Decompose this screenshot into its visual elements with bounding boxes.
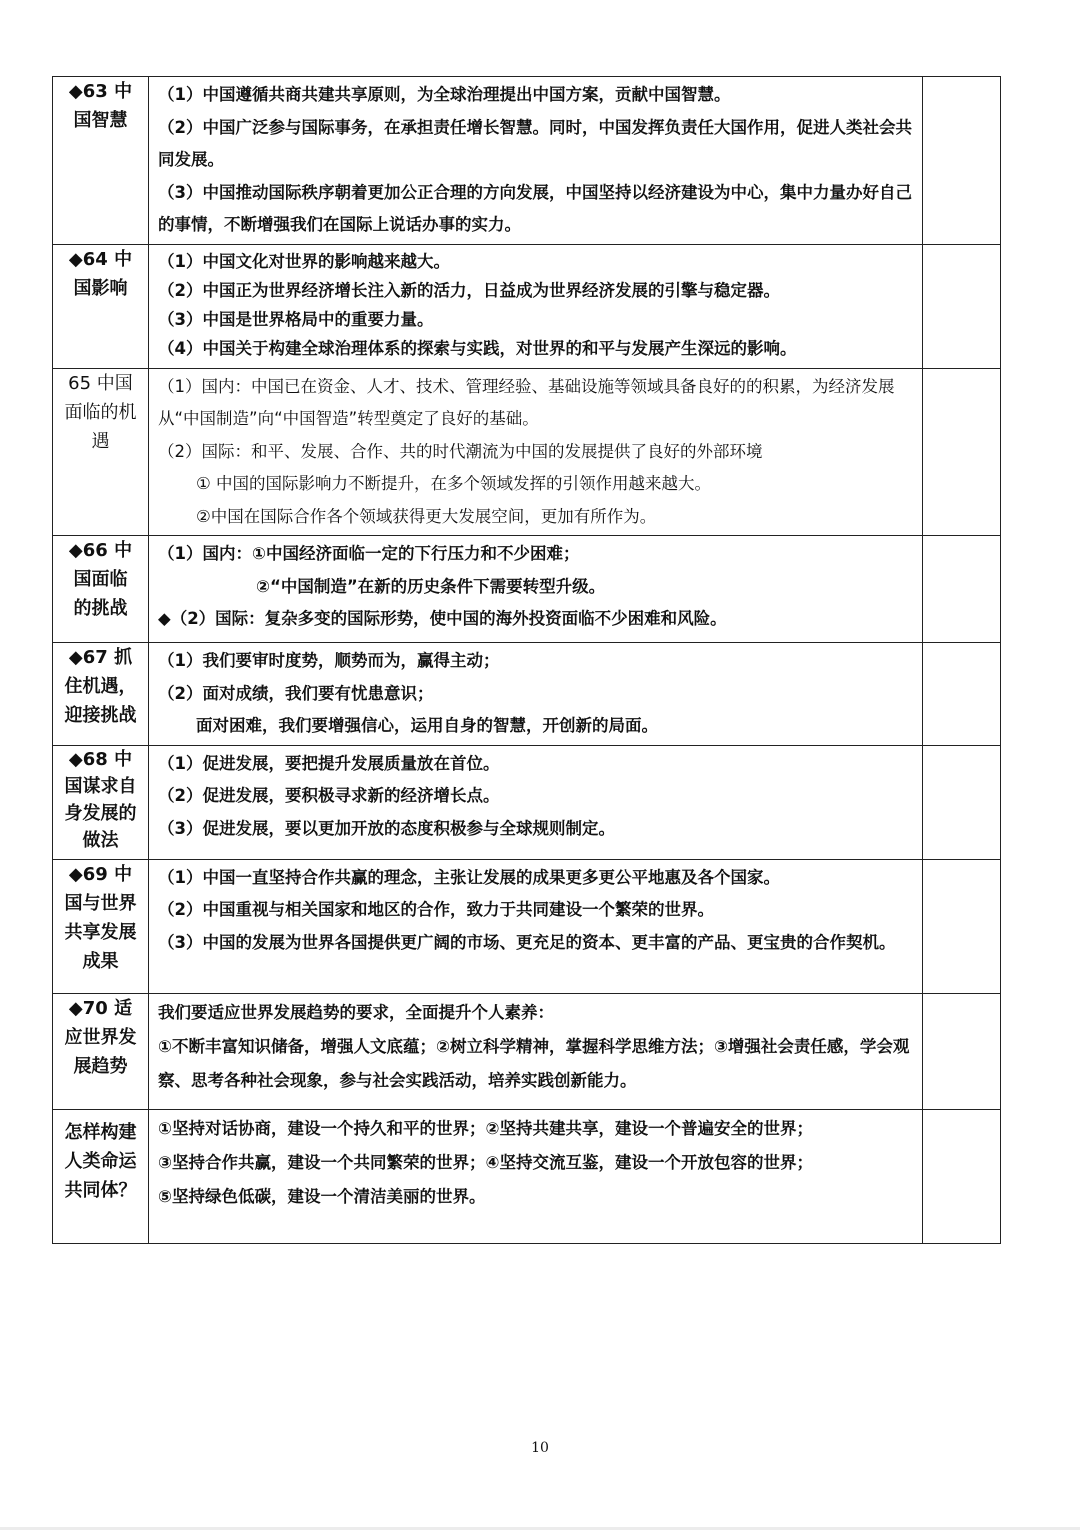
content-line: ◆（2）国际：复杂多变的国际形势，使中国的海外投资面临不少困难和风险。 — [158, 609, 727, 628]
table-row-67 — [53, 643, 1001, 746]
content-line: （1）中国一直坚持合作共赢的理念，主张让发展的成果更多更公平地惠及各个国家。 — [158, 867, 780, 887]
content-line: （3）中国的发展为世界各国提供更广阔的市场、更充足的资本、更丰富的产品、更宝贵的合作契机。 — [158, 932, 896, 952]
topic-cell: ◆68 中国谋求自身发展的做法 — [53, 745, 149, 859]
content-line: ②“中国制造”在新的历史条件下需要转型升级。 — [256, 576, 606, 596]
blank-cell — [923, 244, 1001, 368]
table-row-65 — [53, 368, 1001, 536]
blank-cell — [923, 1109, 1001, 1243]
content-line: （2）中国重视与相关国家和地区的合作，致力于共同建设一个繁荣的世界。 — [158, 900, 714, 919]
content-line: （1）促进发展，要把提升发展质量放在首位。 — [158, 753, 500, 773]
content-line: （1）国内：①中国经济面临一定的下行压力和不少困难； — [158, 544, 580, 563]
content-line: ⑤坚持绿色低碳，建设一个清洁美丽的世界。 — [158, 1186, 486, 1206]
content-cell — [149, 1109, 923, 1243]
content-line: （1）我们要审时度势，顺势而为，赢得主动； — [158, 651, 500, 670]
content-line: （3）中国是世界格局中的重要力量。 — [158, 309, 434, 329]
topic-cell: ◆69 中国与世界共享发展成果 — [53, 859, 149, 993]
content-line: （3）促进发展，要以更加开放的态度积极参与全球规则制定。 — [158, 818, 615, 838]
page-number: 10 — [531, 1440, 549, 1456]
content-cell — [149, 859, 923, 993]
content-line: （1）中国文化对世界的影响越来越大。 — [158, 251, 450, 271]
content-cell — [149, 244, 923, 368]
content-line: ③坚持合作共赢，建设一个共同繁荣的世界；④坚持交流互鉴，建设一个开放包容的世界； — [158, 1152, 813, 1172]
content-line: ① 中国的国际影响力不断提升，在多个领域发挥的引领作用越来越大。 — [196, 474, 712, 493]
content-line: 我们要适应世界发展趋势的要求，全面提升个人素养： — [158, 1002, 554, 1022]
table-row-64 — [53, 244, 1001, 368]
review-table — [52, 76, 1001, 1244]
content-line: （2）国际：和平、发展、合作、共的时代潮流为中国的发展提供了良好的外部环境 — [158, 441, 763, 461]
topic-cell: 65 中国面临的机遇 — [53, 368, 149, 536]
topic-cell: ◆64 中国影响 — [53, 244, 149, 368]
topic-cell: ◆66 中国面临的挑战 — [53, 536, 149, 643]
content-line: 面对困难，我们要增强信心，运用自身的智慧，开创新的局面。 — [196, 716, 658, 735]
table-row-69 — [53, 859, 1001, 993]
topic-cell: ◆67 抓住机遇，迎接挑战 — [53, 643, 149, 746]
content-cell — [149, 643, 923, 746]
blank-cell — [923, 368, 1001, 536]
topic-cell: ◆63 中国智慧 — [53, 77, 149, 245]
content-line: （1）国内：中国已在资金、人才、技术、管理经验、基础设施等领域具备良好的的积累，为经济发展从“中国制造”向“中国智造”转型奠定了良好的基础。 — [158, 376, 895, 428]
content-line: ①坚持对话协商，建设一个持久和平的世界；②坚持共建共享，建设一个普遍安全的世界； — [158, 1118, 813, 1138]
table-row-68 — [53, 745, 1001, 859]
content-line: （2）中国广泛参与国际事务，在承担责任增长智慧。同时，中国发挥负责任大国作用，促进人类社会共同发展。 — [158, 117, 912, 169]
content-line: （2）中国正为世界经济增长注入新的活力，日益成为世界经济发展的引擎与稳定器。 — [158, 280, 780, 300]
table-row-63 — [53, 77, 1001, 245]
content-line: （2）面对成绩，我们要有忧患意识； — [158, 683, 434, 703]
table-row-70 — [53, 993, 1001, 1109]
content-line: （2）促进发展，要积极寻求新的经济增长点。 — [158, 786, 500, 805]
blank-cell — [923, 859, 1001, 993]
blank-cell — [923, 643, 1001, 746]
content-line: ①不断丰富知识储备，增强人文底蕴；②树立科学精神，掌握科学思维方法；③增强社会责任感，学会观察、思考各种社会现象，参与社会实践活动，培养实践创新能力。 — [158, 1036, 910, 1090]
content-cell — [149, 745, 923, 859]
content-cell — [149, 993, 923, 1109]
content-cell — [149, 368, 923, 536]
topic-cell: ◆70 适应世界发展趋势 — [53, 993, 149, 1109]
table-row-66 — [53, 536, 1001, 643]
content-cell — [149, 77, 923, 245]
blank-cell — [923, 536, 1001, 643]
content-line: （3）中国推动国际秩序朝着更加公正合理的方向发展，中国坚持以经济建设为中心，集中力量办好自己的事情，不断增强我们在国际上说话办事的实力。 — [158, 182, 912, 234]
blank-cell — [923, 745, 1001, 859]
blank-cell — [923, 993, 1001, 1109]
content-line: （4）中国关于构建全球治理体系的探索与实践，对世界的和平与发展产生深远的影响。 — [158, 338, 797, 358]
blank-cell — [923, 77, 1001, 245]
table-row-shared-future — [53, 1109, 1001, 1243]
content-line: （1）中国遵循共商共建共享原则，为全球治理提出中国方案，贡献中国智慧。 — [158, 85, 731, 104]
content-cell — [149, 536, 923, 643]
content-line: ②中国在国际合作各个领域获得更大发展空间，更加有所作为。 — [196, 506, 657, 526]
topic-cell: 怎样构建人类命运共同体？ — [53, 1109, 149, 1243]
